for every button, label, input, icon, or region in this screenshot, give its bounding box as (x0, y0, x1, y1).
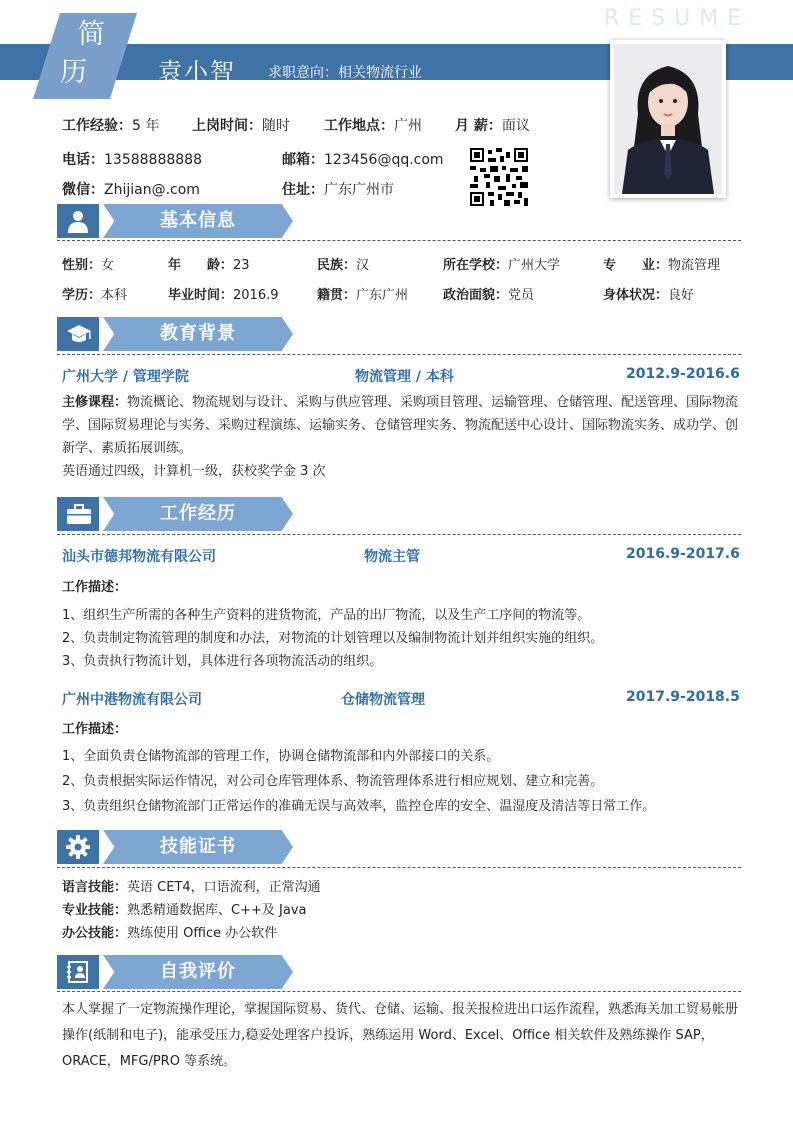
job-1-item-1: 1、组织生产所需的各种生产资料的进货物流，产品的出厂物流，以及生产工序间的物流等。 (62, 608, 591, 623)
skill-language: 语言技能：英语 CET4，口语流利，正常沟通 (62, 880, 321, 895)
gear-icon (57, 830, 99, 864)
job-2-item-2: 2、负责根据实际运作情况，对公司仓库管理体系、物流管理体系进行相应规划、建立和完善。 (62, 774, 604, 789)
section-header-education (57, 317, 297, 351)
profile-photo-frame (610, 40, 726, 198)
basic-age: 年 龄：23 (168, 258, 250, 273)
basic-degree: 学历：本科 (62, 288, 128, 303)
briefcase-icon (57, 497, 99, 531)
skill-professional: 专业技能：熟悉精通数据库、C++及 Java (62, 903, 307, 918)
basic-grad: 毕业时间：2016.9 (168, 288, 279, 303)
job-2-item-1: 1、全面负责仓储物流部的管理工作，协调仓储物流部和内外部接口的关系。 (62, 749, 500, 764)
divider (57, 991, 741, 992)
job-2-company: 广州中港物流有限公司 (62, 692, 202, 708)
section-title-self: 自我评价 (160, 961, 236, 982)
basic-ethnic: 民族：汉 (317, 258, 370, 273)
profile-photo (614, 44, 722, 194)
edu-courses: 主修课程：物流概论、物流规划与设计、采购与供应管理、采购项目管理、运输管理、仓储管理、配送管理、国际物流学、国际贸易理论与实务、采购过程演练、运输实务、仓储管理实务、物流配送中心设计、国际物流实务、成功学、创新学、素质拓展训练。 (62, 395, 739, 456)
resume-title-char-1: 简 (78, 19, 105, 50)
graduation-cap-icon (57, 317, 99, 351)
section-header-self (57, 955, 297, 989)
address-info: 住址：广东广州市 (282, 182, 394, 198)
phone-info: 电话：13588888888 (62, 152, 202, 168)
divider (57, 534, 741, 535)
location-info: 工作地点：广州 (324, 118, 422, 134)
job-1-position: 物流主管 (364, 549, 420, 565)
section-header-work (57, 497, 297, 531)
job-1-company: 汕头市德邦物流有限公司 (62, 549, 216, 565)
resume-title-char-2: 历 (60, 57, 87, 88)
basic-gender: 性别：女 (62, 258, 115, 273)
portrait-illustration (614, 44, 722, 194)
notebook-icon (57, 955, 99, 989)
job-1-item-3: 3、负责执行物流计划，具体进行各项物流活动的组织。 (62, 654, 383, 669)
experience-info: 工作经验：5 年 (62, 118, 160, 134)
self-evaluation-text: 本人掌握了一定物流操作理论，掌握国际贸易、货代、仓储、运输、报关报检进出口运作流程，熟悉海关加工贸易帐册操作(纸制和电子)，能承受压力,稳妥处理客户投诉，熟练运用 Word、Excel、Office 相关软件及熟练操作 SAP，ORACE，MFG/PRO 等系统。 (62, 1002, 739, 1069)
job-2-desc-label: 工作描述： (62, 722, 128, 737)
salary-info: 月 薪：面议 (455, 118, 530, 134)
job-1-desc-label: 工作描述： (62, 580, 128, 595)
divider (57, 240, 741, 241)
section-header-skills (57, 830, 297, 864)
person-icon (57, 204, 99, 238)
resume-watermark: RESUME (604, 6, 751, 31)
edu-school: 广州大学 / 管理学院 (62, 369, 189, 385)
section-title-education: 教育背景 (160, 323, 236, 344)
job-2-item-3: 3、负责组织仓储物流部门正常运作的准确无误与高效率，监控仓库的安全、温湿度及清洁等日常工作。 (62, 799, 656, 814)
basic-school: 所在学校：广州大学 (443, 258, 561, 273)
basic-origin: 籍贯：广东广州 (317, 288, 409, 303)
job-1-item-2: 2、负责制定物流管理的制度和办法，对物流的计划管理以及编制物流计划并组织实施的组织。 (62, 631, 604, 646)
basic-political: 政治面貌：党员 (443, 288, 535, 303)
basic-major: 专 业：物流管理 (603, 258, 721, 273)
email-info: 邮箱：123456@qq.com (282, 152, 444, 168)
edu-extra: 英语通过四级，计算机一级，获校奖学金 3 次 (62, 464, 326, 479)
job-1-period: 2016.9-2017.6 (626, 546, 740, 562)
edu-period: 2012.9-2016.6 (626, 366, 740, 382)
section-title-basic: 基本信息 (160, 210, 236, 231)
job-2-position: 仓储物流管理 (341, 692, 425, 708)
job-intent: 求职意向：相关物流行业 (268, 65, 422, 81)
divider (57, 867, 741, 868)
wechat-info: 微信：Zhijian@.com (62, 182, 200, 198)
skill-office: 办公技能：熟练使用 Office 办公软件 (62, 926, 278, 941)
section-header-basic (57, 204, 297, 238)
basic-health: 身体状况：良好 (603, 288, 695, 303)
section-title-work: 工作经历 (160, 503, 236, 524)
divider (57, 354, 741, 355)
candidate-name: 袁小智 (158, 58, 236, 86)
start-info: 上岗时间：随时 (192, 118, 290, 134)
qr-code (470, 148, 528, 206)
section-title-skills: 技能证书 (160, 836, 236, 857)
job-2-period: 2017.9-2018.5 (626, 689, 740, 705)
edu-major: 物流管理 / 本科 (355, 369, 454, 385)
